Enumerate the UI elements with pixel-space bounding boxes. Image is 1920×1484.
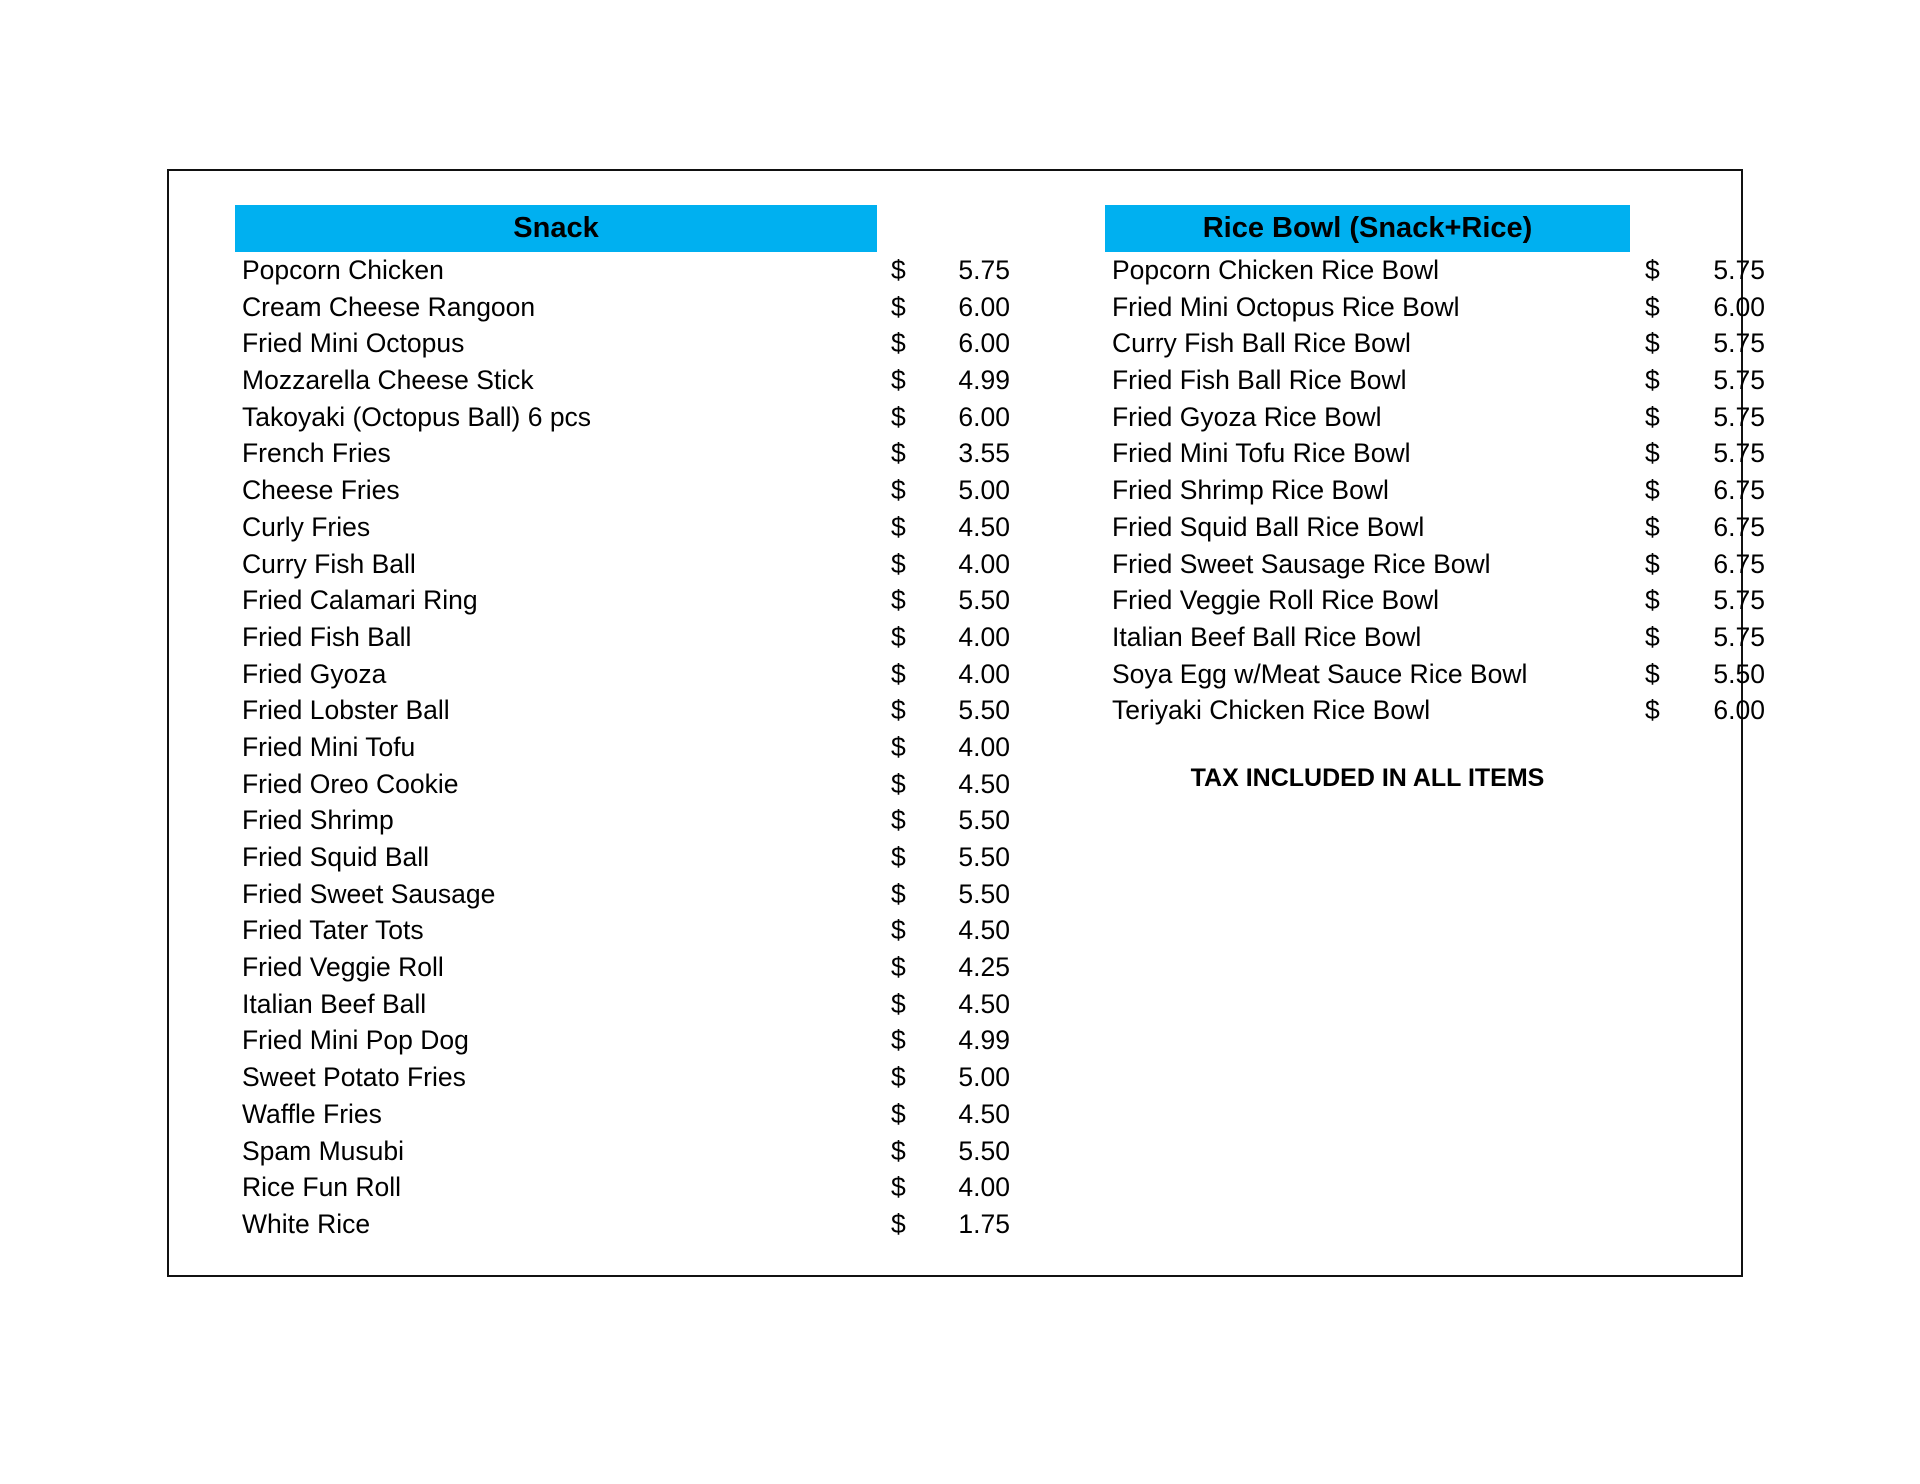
currency-symbol: $ xyxy=(891,475,906,506)
menu-item-name: Italian Beef Ball Rice Bowl xyxy=(1112,621,1422,652)
currency-symbol: $ xyxy=(891,1208,906,1239)
menu-item-name: Fried Tater Tots xyxy=(242,915,424,946)
menu-item-name: Fried Shrimp Rice Bowl xyxy=(1112,475,1389,506)
currency-symbol: $ xyxy=(891,511,906,542)
menu-item-row xyxy=(235,435,1045,472)
currency-symbol: $ xyxy=(891,768,906,799)
menu-item-price: 6.75 xyxy=(1713,511,1765,542)
menu-item-row xyxy=(235,1022,1045,1059)
menu-item-name: Cheese Fries xyxy=(242,475,400,506)
menu-item-row xyxy=(235,619,1045,656)
menu-item-row xyxy=(1105,472,1765,509)
menu-item-name: French Fries xyxy=(242,438,391,469)
menu-item-price: 4.00 xyxy=(958,658,1010,689)
menu-item-row xyxy=(1105,656,1765,693)
menu-item-name: Curry Fish Ball xyxy=(242,548,416,579)
menu-item-name: Takoyaki (Octopus Ball) 6 pcs xyxy=(242,401,592,432)
menu-item-row xyxy=(1105,325,1765,362)
menu-item-row xyxy=(235,949,1045,986)
menu-item-row xyxy=(235,986,1045,1023)
menu-item-price: 5.75 xyxy=(1713,438,1765,469)
menu-item-row xyxy=(235,766,1045,803)
menu-item-price: 4.00 xyxy=(958,621,1010,652)
currency-symbol: $ xyxy=(1645,291,1660,322)
menu-item-price: 5.50 xyxy=(958,1135,1010,1166)
rice-bowl-item-list xyxy=(1105,252,1765,729)
menu-item-price: 6.00 xyxy=(958,328,1010,359)
menu-item-price: 4.50 xyxy=(958,988,1010,1019)
menu-item-price: 6.75 xyxy=(1713,475,1765,506)
currency-symbol: $ xyxy=(1645,438,1660,469)
menu-item-price: 4.99 xyxy=(958,1025,1010,1056)
currency-symbol: $ xyxy=(891,365,906,396)
menu-item-row xyxy=(1105,692,1765,729)
menu-item-row xyxy=(235,1059,1045,1096)
menu-item-row xyxy=(1105,509,1765,546)
tax-note: TAX INCLUDED IN ALL ITEMS xyxy=(1190,764,1545,792)
currency-symbol: $ xyxy=(891,952,906,983)
menu-item-row xyxy=(235,1206,1045,1243)
menu-item-name: Fried Mini Tofu Rice Bowl xyxy=(1112,438,1411,469)
currency-symbol: $ xyxy=(891,1098,906,1129)
menu-item-name: Fried Mini Octopus Rice Bowl xyxy=(1112,291,1460,322)
menu-item-name: Fried Gyoza xyxy=(242,658,387,689)
menu-item-price: 1.75 xyxy=(958,1208,1010,1239)
currency-symbol: $ xyxy=(891,328,906,359)
currency-symbol: $ xyxy=(1645,695,1660,726)
menu-item-name: Fried Oreo Cookie xyxy=(242,768,459,799)
menu-item-row xyxy=(235,362,1045,399)
menu-item-price: 6.00 xyxy=(958,291,1010,322)
snack-header: Snack xyxy=(235,205,877,252)
menu-item-name: Spam Musubi xyxy=(242,1135,405,1166)
menu-item-name: Sweet Potato Fries xyxy=(242,1062,466,1093)
currency-symbol: $ xyxy=(891,1172,906,1203)
menu-item-price: 5.75 xyxy=(1713,585,1765,616)
menu-item-name: Waffle Fries xyxy=(242,1098,382,1129)
menu-item-price: 5.75 xyxy=(1713,401,1765,432)
currency-symbol: $ xyxy=(891,695,906,726)
currency-symbol: $ xyxy=(1645,511,1660,542)
menu-item-price: 4.50 xyxy=(958,1098,1010,1129)
menu-item-price: 6.00 xyxy=(1713,695,1765,726)
menu-item-name: Fried Calamari Ring xyxy=(242,585,478,616)
menu-item-price: 4.99 xyxy=(958,365,1010,396)
menu-item-row xyxy=(1105,252,1765,289)
menu-item-row xyxy=(235,692,1045,729)
currency-symbol: $ xyxy=(891,438,906,469)
menu-item-price: 5.75 xyxy=(1713,365,1765,396)
menu-item-price: 4.00 xyxy=(958,548,1010,579)
menu-item-row xyxy=(1105,582,1765,619)
menu-item-row xyxy=(235,1096,1045,1133)
currency-symbol: $ xyxy=(891,988,906,1019)
menu-item-price: 5.50 xyxy=(958,695,1010,726)
menu-item-price: 5.00 xyxy=(958,475,1010,506)
currency-symbol: $ xyxy=(891,805,906,836)
menu-item-row xyxy=(235,325,1045,362)
menu-item-price: 6.75 xyxy=(1713,548,1765,579)
menu-item-name: Fried Mini Tofu xyxy=(242,731,416,762)
currency-symbol: $ xyxy=(891,842,906,872)
menu-item-row xyxy=(235,912,1045,949)
menu-item-row xyxy=(235,876,1045,913)
menu-item-row xyxy=(235,546,1045,583)
menu-item-price: 5.50 xyxy=(1713,658,1765,689)
menu-item-name: Curry Fish Ball Rice Bowl xyxy=(1112,328,1411,359)
currency-symbol: $ xyxy=(891,915,906,946)
menu-item-row xyxy=(1105,289,1765,326)
menu-item-row xyxy=(235,1133,1045,1170)
snack-item-list xyxy=(235,252,1045,1243)
menu-item-name: Fried Shrimp xyxy=(242,805,394,836)
currency-symbol: $ xyxy=(1645,621,1660,652)
menu-item-row xyxy=(235,1169,1045,1206)
menu-item-row xyxy=(1105,619,1765,656)
currency-symbol: $ xyxy=(1645,328,1660,359)
currency-symbol: $ xyxy=(891,1062,906,1093)
menu-item-name: Popcorn Chicken xyxy=(242,255,444,285)
currency-symbol: $ xyxy=(891,585,906,616)
menu-item-name: Rice Fun Roll xyxy=(242,1172,402,1203)
currency-symbol: $ xyxy=(891,731,906,762)
menu-item-name: Soya Egg w/Meat Sauce Rice Bowl xyxy=(1112,658,1528,689)
menu-item-price: 5.50 xyxy=(958,842,1010,872)
currency-symbol: $ xyxy=(891,878,906,909)
menu-item-row xyxy=(1105,546,1765,583)
currency-symbol: $ xyxy=(1645,401,1660,432)
currency-symbol: $ xyxy=(1645,585,1660,616)
menu-item-name: Fried Veggie Roll Rice Bowl xyxy=(1112,585,1439,616)
menu-item-row xyxy=(235,839,1045,876)
menu-item-name: Fried Squid Ball xyxy=(242,842,430,872)
menu-item-price: 4.50 xyxy=(958,511,1010,542)
rice-bowl-header: Rice Bowl (Snack+Rice) xyxy=(1105,205,1630,252)
menu-item-name: Cream Cheese Rangoon xyxy=(242,291,536,322)
menu-item-price: 5.50 xyxy=(958,585,1010,616)
menu-item-name: White Rice xyxy=(242,1208,371,1239)
menu-item-row xyxy=(235,399,1045,436)
menu-item-row xyxy=(1105,435,1765,472)
menu-item-price: 5.75 xyxy=(1713,328,1765,359)
menu-item-price: 5.50 xyxy=(958,805,1010,836)
menu-item-name: Fried Fish Ball Rice Bowl xyxy=(1112,365,1407,396)
menu-item-price: 6.00 xyxy=(958,401,1010,432)
menu-item-name: Fried Sweet Sausage Rice Bowl xyxy=(1112,548,1491,579)
currency-symbol: $ xyxy=(891,1025,906,1056)
menu-item-row xyxy=(235,802,1045,839)
currency-symbol: $ xyxy=(891,621,906,652)
currency-symbol: $ xyxy=(1645,658,1660,689)
menu-item-price: 3.55 xyxy=(958,438,1010,469)
menu-item-row xyxy=(235,472,1045,509)
menu-item-price: 5.00 xyxy=(958,1062,1010,1093)
menu-item-name: Italian Beef Ball xyxy=(242,988,427,1019)
menu-item-name: Fried Lobster Ball xyxy=(242,695,450,726)
menu-item-row xyxy=(235,289,1045,326)
menu-item-name: Popcorn Chicken Rice Bowl xyxy=(1112,255,1439,285)
currency-symbol: $ xyxy=(1645,475,1660,506)
currency-symbol: $ xyxy=(891,548,906,579)
currency-symbol: $ xyxy=(891,291,906,322)
currency-symbol: $ xyxy=(891,658,906,689)
menu-item-row xyxy=(1105,399,1765,436)
menu-item-name: Fried Mini Octopus xyxy=(242,328,465,359)
menu-item-price: 4.00 xyxy=(958,1172,1010,1203)
currency-symbol: $ xyxy=(891,401,906,432)
menu-item-row xyxy=(235,729,1045,766)
menu-item-row xyxy=(235,252,1045,289)
menu-item-name: Fried Fish Ball xyxy=(242,621,412,652)
currency-symbol: $ xyxy=(891,255,906,285)
menu-item-name: Fried Veggie Roll xyxy=(242,952,444,983)
menu-item-price: 6.00 xyxy=(1713,291,1765,322)
menu-item-price: 4.00 xyxy=(958,731,1010,762)
menu-item-price: 4.50 xyxy=(958,915,1010,946)
menu-item-name: Fried Squid Ball Rice Bowl xyxy=(1112,511,1425,542)
menu-item-name: Fried Sweet Sausage xyxy=(242,878,496,909)
menu-item-row xyxy=(235,582,1045,619)
menu-item-row xyxy=(235,509,1045,546)
currency-symbol: $ xyxy=(891,1135,906,1166)
snack-section xyxy=(235,205,1045,1243)
menu-item-price: 5.75 xyxy=(1713,621,1765,652)
menu-item-name: Fried Mini Pop Dog xyxy=(242,1025,469,1056)
menu-item-name: Teriyaki Chicken Rice Bowl xyxy=(1112,695,1431,726)
currency-symbol: $ xyxy=(1645,365,1660,396)
menu-item-price: 5.50 xyxy=(958,878,1010,909)
menu-item-price: 5.75 xyxy=(1713,255,1765,285)
menu-item-price: 4.50 xyxy=(958,768,1010,799)
rice-bowl-section xyxy=(1105,205,1765,729)
menu-item-price: 4.25 xyxy=(958,952,1010,983)
menu-item-row xyxy=(235,656,1045,693)
menu-item-name: Mozzarella Cheese Stick xyxy=(242,365,534,396)
menu-item-name: Curly Fries xyxy=(242,511,371,542)
currency-symbol: $ xyxy=(1645,255,1660,285)
menu-item-row xyxy=(1105,362,1765,399)
currency-symbol: $ xyxy=(1645,548,1660,579)
menu-item-name: Fried Gyoza Rice Bowl xyxy=(1112,401,1382,432)
menu-item-price: 5.75 xyxy=(958,255,1010,285)
